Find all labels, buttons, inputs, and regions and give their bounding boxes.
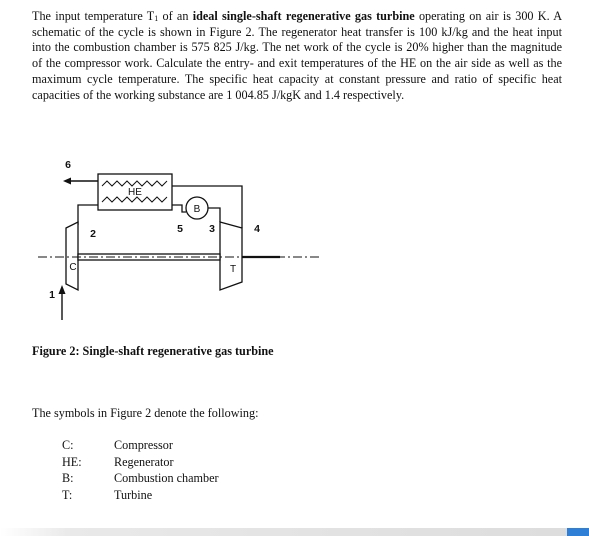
legend-description: Combustion chamber: [114, 471, 219, 485]
label-state-2: 2: [90, 228, 96, 240]
legend-symbol: T:: [62, 487, 73, 502]
label-state-4: 4: [254, 223, 260, 235]
compressor-shape: [66, 222, 78, 290]
label-c: C: [69, 262, 77, 273]
legend-description: Turbine: [114, 487, 153, 502]
label-state-1: 1: [49, 289, 55, 301]
legend-symbol: B:: [62, 471, 74, 485]
problem-text-2: of an: [158, 9, 193, 23]
label-he: HE: [128, 187, 142, 198]
bottom-scroll-bar[interactable]: [0, 528, 589, 536]
problem-text-3: operating on air is 300 K. A schematic of the cycle is shown in Figure 2. The regenerator heat transfer is 100 kJ/kg and the heat input into the combustion chamber is 575 825 J/kg. The net work of the cycle is 20% higher than the magnitude of the compressor work. Calculate the entry- and exit temperatures of the HE on the air side as well as the maximum cycle temperature. The specific heat capacity at constant pressure and ratio of specific heat capacities of the working substance are 1 004.85 J/kgK and 1.4 respectively.: [32, 9, 563, 102]
legend-symbol: C:: [62, 438, 74, 452]
inlet-arrow-icon: [59, 285, 66, 294]
bottom-accent-tab[interactable]: [567, 528, 589, 536]
figure-caption: Figure 2: Single-shaft regenerative gas turbine: [32, 344, 274, 358]
exhaust-arrow-icon: [63, 178, 71, 185]
gas-turbine-schematic: [30, 150, 330, 330]
turbine-shape: [220, 222, 242, 290]
label-state-5: 5: [177, 223, 183, 235]
label-t: T: [229, 264, 237, 275]
label-b: B: [193, 204, 201, 215]
problem-text-1: The input temperature T: [32, 9, 155, 23]
legend-symbol: HE:: [62, 454, 82, 469]
legend-description: Regenerator: [114, 454, 174, 469]
t1-subscript: 1: [154, 14, 159, 23]
label-state-6: 6: [65, 159, 71, 171]
line-he-to-burner: [172, 205, 186, 212]
legend-description: Compressor: [114, 438, 173, 452]
line-2-to-he: [78, 205, 98, 225]
problem-statement: [32, 9, 562, 103]
label-state-3: 3: [209, 223, 215, 235]
problem-bold-phrase: ideal single-shaft regenerative gas turbine: [192, 9, 415, 23]
line-burner-to-turbine: [208, 208, 220, 222]
symbols-intro: The symbols in Figure 2 denote the following:: [32, 406, 259, 420]
